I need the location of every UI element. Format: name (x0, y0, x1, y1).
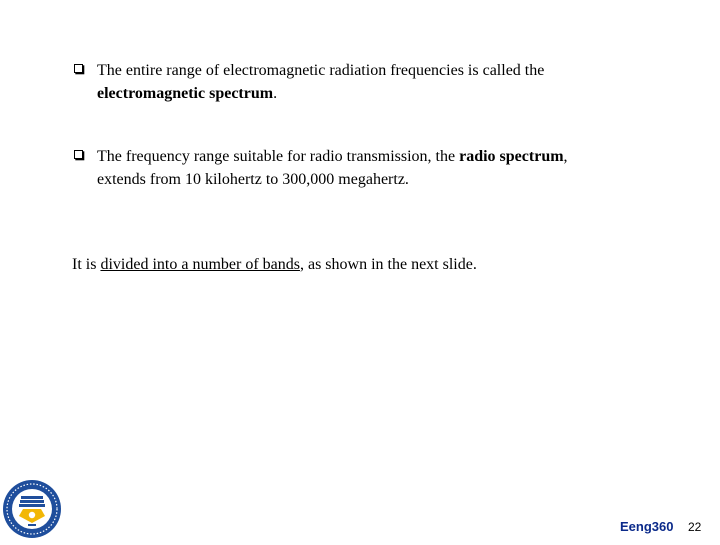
paragraph-start: It is (72, 256, 101, 273)
bullet-2-line-1-start: The frequency range suitable for radio transmission, the (97, 148, 460, 165)
checkbox-bullet-icon (74, 150, 83, 159)
bullet-text-2 (97, 145, 657, 191)
course-code: Eeng360 (620, 519, 674, 534)
university-seal-icon (1, 478, 63, 540)
bullet-2-line-2: extends from 10 kilohertz to 300,000 megahertz. (97, 171, 409, 188)
bullet-2-line-1 (97, 145, 657, 168)
page-number: 22 (688, 520, 702, 534)
bullet-1-line-2 (97, 82, 657, 105)
underlined-phrase: divided into a number of bands (100, 256, 300, 273)
term-electromagnetic-spectrum: electromagnetic spectrum (97, 85, 274, 102)
term-radio-spectrum: radio spectrum (459, 148, 564, 165)
checkbox-bullet-icon (74, 64, 83, 73)
bands-paragraph (72, 253, 477, 276)
paragraph-end: , as shown in the next slide. (299, 256, 477, 273)
bullet-1-line-1: The entire range of electromagnetic radiation frequencies is called the (97, 62, 545, 79)
bullet-text-1 (97, 59, 657, 105)
bullet-1-period: . (273, 85, 278, 102)
bullet-2-comma: , (563, 148, 568, 165)
